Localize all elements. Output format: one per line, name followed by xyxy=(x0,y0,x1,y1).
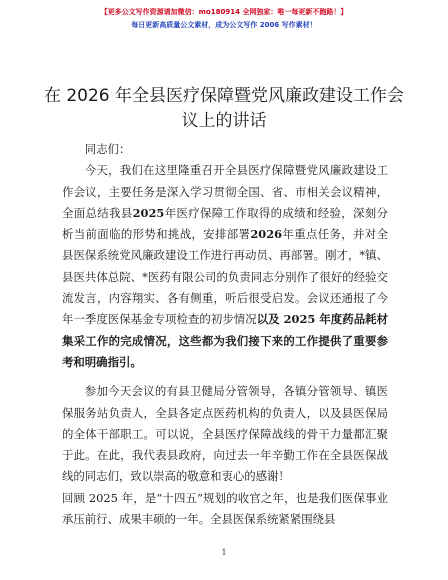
paragraph-3: 回顾 2025 年，是“十四五”规划的收官之年，也是我们医保事业承压前行、成果丰硕的一年。全县医保系统紧紧围绕县 xyxy=(62,490,388,527)
salutation: 同志们： xyxy=(84,142,131,156)
promo-line-1: 【更多公文写作资源请加微信：mo180914 全网独家：唯一每更新不跑路！】 xyxy=(100,8,348,16)
paragraph-1 xyxy=(62,160,388,373)
paragraph-1-text-b: 年医疗保障工作取得的成绩和经验，深刻分析当前面临的形势和挑战，安排部署 xyxy=(62,205,388,242)
paragraph-1-text-c: 年重点任务，并对全县医保系统党风廉政建设工作进行再动员、再部署。刚才，*镇、县医共体总院、*医药有限公司的负责同志分别作了很好的经验交流发言，内容翔实、各有侧重，听后很受启发。会议还通报了今年一季度医保基金专项检查的初步情况 xyxy=(62,227,388,327)
paragraph-2: 参加今天会议的有县卫健局分管领导，各镇分管领导、镇医保服务站负责人，全县各定点医药机构的负责人，以及县医保局的全体干部职工。可以说，全县医疗保障战线的骨干力量都汇聚于此。在此，我代表县政府，向过去一年辛勤工作在全县医保战线的同志们，致以崇高的敬意和衷心的感谢！ xyxy=(62,384,388,484)
page-number: 1 xyxy=(221,548,227,557)
paragraph-1-bold-tail: 以及 2025 年度药品耗材集采工作的完成情况，这些都为我们接下来的工作提供了重要参考和明确指引。 xyxy=(62,312,388,369)
paragraph-1-year-2: 2026 xyxy=(250,227,283,242)
document-title: 在 2026 年全县医疗保障暨党风廉政建设工作会议上的讲话 xyxy=(43,86,405,131)
document-body xyxy=(62,139,388,530)
promo-banner xyxy=(0,6,448,32)
promo-line-2: 每日更新高质量公文素材，成为公文写作 2006 写作素材！ xyxy=(131,21,317,29)
paragraph-1-year: 2025 xyxy=(132,205,165,220)
paragraph-1-text-a: 今天，我们在这里隆重召开全县医疗保障暨党风廉政建设工作会议，主要任务是深入学习贯彻全国、省、市相关会议精神，全面总结我县 xyxy=(62,163,388,220)
